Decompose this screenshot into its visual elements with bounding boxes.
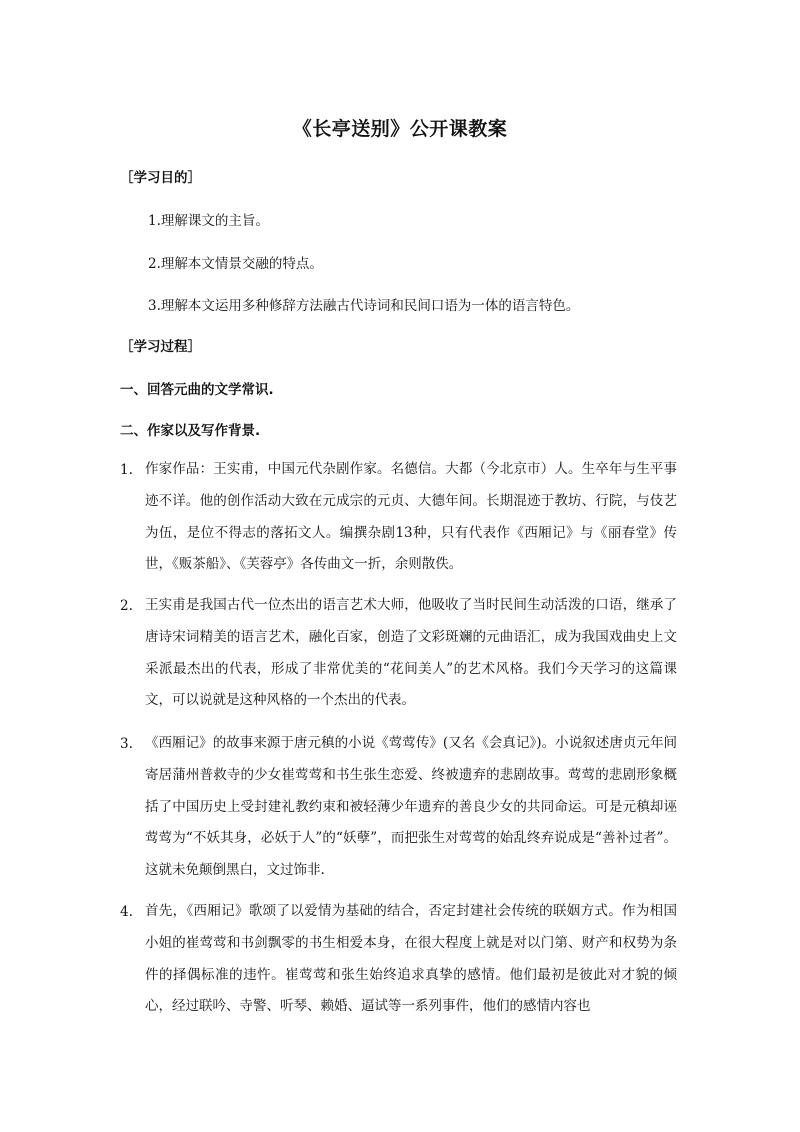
- paragraph-number: 2.: [120, 598, 133, 614]
- paragraph-text: 作家作品：王实甫，中国元代杂剧作家。名德信。大都（今北京市）人。生卒年与生平事迹不详。他的创作活动大致在元成宗的元贞、大德年间。长期混迹于教坊、行院，与伎艺为伍，是位不得志的落拓文人。编撰杂剧13种，只有代表作《西厢记》与《丽春堂》传世，《贩茶船》、《芙蓉亭》各传曲文一折，余则散佚。: [145, 461, 677, 573]
- paragraph-text: 首先，《西厢记》歌颂了以爱情为基础的结合，否定封建社会传统的联姻方式。作为相国小姐的崔莺莺和书剑飘零的书生相爱本身，在很大程度上就是对以门第、财产和权势为条件的择偶标准的违忤。崔莺莺和张生始终追求真挚的感情。他们最初是彼此对才貌的倾心，经过联吟、寺警、听琴、赖婚、逼试等一系列事件，他们的感情内容也: [145, 903, 677, 1015]
- paragraph-number: 3.: [120, 736, 133, 752]
- objective-item-3: 3.理解本文运用多种修辞方法融古代诗词和民间口语为一体的语言特色。: [148, 298, 580, 314]
- objective-item-1: 1.理解课文的主旨。: [148, 213, 269, 229]
- section-part-2: 二、作家以及写作背景.: [120, 423, 261, 439]
- objectives-heading: ［学习目的］: [120, 170, 201, 186]
- objective-item-2: 2.理解本文情景交融的特点。: [148, 256, 323, 272]
- section-part-1: 一、回答元曲的文学常识.: [120, 382, 274, 398]
- page-title: 《长亭送别》公开课教案: [292, 118, 508, 140]
- paragraph-text: 王实甫是我国古代一位杰出的语言艺术大师，他吸收了当时民间生动活泼的口语，继承了唐诗宋词精美的语言艺术，融化百家，创造了文彩斑斓的元曲语汇，成为我国戏曲史上文采派最杰出的代表，形成了非常优美的“花间美人”的艺术风格。我们今天学习的这篇课文，可以说就是这种风格的一个杰出的代表。: [145, 597, 677, 709]
- paragraph-text: 《西厢记》的故事来源于唐元稹的小说《莺莺传》(又名《会真记》)。小说叙述唐贞元年间寄居蒲州普救寺的少女崔莺莺和书生张生恋爱、终被遗弃的悲剧故事。莺莺的悲剧形象概括了中国历史上受封建礼教约束和被轻薄少年遗弃的善良少女的共同命运。可是元稹却诬莺莺为“不妖其身，必妖于人”的“妖孽”，而把张生对莺莺的始乱终弃说成是“善补过者”。这就未免颠倒黑白，文过饰非.: [145, 735, 677, 879]
- process-heading: ［学习过程］: [120, 339, 201, 355]
- paragraph-number: 4.: [120, 904, 133, 920]
- paragraph-number: 1.: [120, 462, 133, 478]
